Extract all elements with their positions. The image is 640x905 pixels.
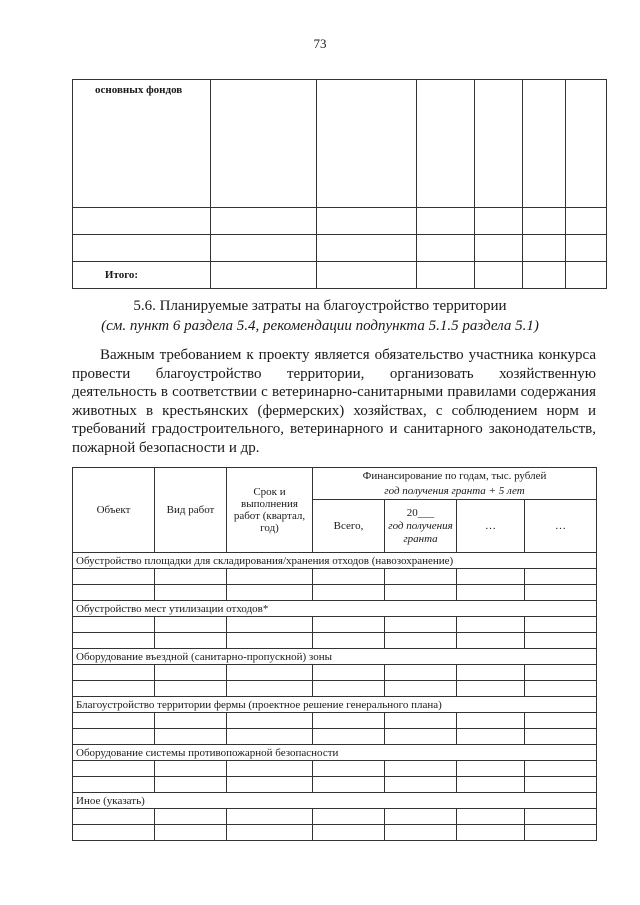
row-label: основных фондов bbox=[73, 80, 211, 208]
header-financing bbox=[313, 468, 597, 500]
table-cell bbox=[566, 80, 607, 208]
table-row bbox=[73, 761, 597, 777]
table-row bbox=[73, 262, 607, 289]
table-row bbox=[73, 235, 607, 262]
section-label: Благоустройство территории фермы (проектное решение генерального плана) bbox=[73, 697, 597, 713]
table-cell bbox=[211, 80, 317, 208]
header-work-type: Вид работ bbox=[155, 468, 227, 553]
header-total: Всего, bbox=[313, 500, 385, 553]
table-row bbox=[73, 80, 607, 208]
section-row bbox=[73, 553, 597, 569]
landscaping-costs-table bbox=[72, 467, 597, 841]
total-label: Итого: bbox=[73, 262, 211, 289]
section-heading bbox=[0, 296, 640, 336]
header-ellipsis: … bbox=[457, 500, 525, 553]
table-row bbox=[73, 665, 597, 681]
body-paragraph: Важным требованием к проекту является обязательство участника конкурса провести благоустройство территории, организовать хозяйственную деятельность в соответствии с ветеринарно-санитарными правилами содержания животных в крестьянских (фермерских) хозяйствах, с соблюдением норм и требований градостроительного, ветеринарного и санитарного законодательств, пожарной безопасности и др. bbox=[72, 347, 596, 456]
section-label: Иное (указать) bbox=[73, 793, 597, 809]
year-caption: год получения гранта bbox=[388, 519, 453, 545]
section-row bbox=[73, 649, 597, 665]
section-row bbox=[73, 601, 597, 617]
table-row bbox=[73, 809, 597, 825]
header-row bbox=[73, 468, 597, 500]
section-row bbox=[73, 697, 597, 713]
table-row bbox=[73, 208, 607, 235]
table-cell bbox=[475, 80, 523, 208]
table-cell bbox=[417, 80, 475, 208]
section-title: 5.6. Планируемые затраты на благоустройство территории bbox=[133, 298, 507, 314]
section-row bbox=[73, 793, 597, 809]
table-row bbox=[73, 729, 597, 745]
section-label: Обустройство мест утилизации отходов* bbox=[73, 601, 597, 617]
financing-subtitle: год получения гранта + 5 лет bbox=[384, 485, 525, 497]
year-prefix: 20___ bbox=[406, 506, 435, 519]
table-cell bbox=[523, 80, 566, 208]
section-row bbox=[73, 745, 597, 761]
fixed-assets-table bbox=[72, 79, 607, 289]
table-row bbox=[73, 569, 597, 585]
header-deadline: Срок и выполнения работ (квартал, год) bbox=[227, 468, 313, 553]
page-number: 73 bbox=[313, 36, 327, 51]
section-subtitle: (см. пункт 6 раздела 5.4, рекомендации подпункта 5.1.5 раздела 5.1) bbox=[101, 318, 539, 334]
table-row bbox=[73, 777, 597, 793]
table-row bbox=[73, 617, 597, 633]
table-row bbox=[73, 713, 597, 729]
header-ellipsis: … bbox=[525, 500, 597, 553]
table-row bbox=[73, 633, 597, 649]
financing-title: Финансирование по годам, тыс. рублей bbox=[362, 470, 547, 482]
table-cell bbox=[317, 80, 417, 208]
table-row bbox=[73, 681, 597, 697]
header-object: Объект bbox=[73, 468, 155, 553]
header-year bbox=[385, 500, 457, 553]
section-label: Оборудование системы противопожарной безопасности bbox=[73, 745, 597, 761]
section-label: Обустройство площадки для складирования/хранения отходов (навозохранение) bbox=[73, 553, 597, 569]
table-row bbox=[73, 585, 597, 601]
table-row bbox=[73, 825, 597, 841]
section-label: Оборудование въездной (санитарно-пропускной) зоны bbox=[73, 649, 597, 665]
